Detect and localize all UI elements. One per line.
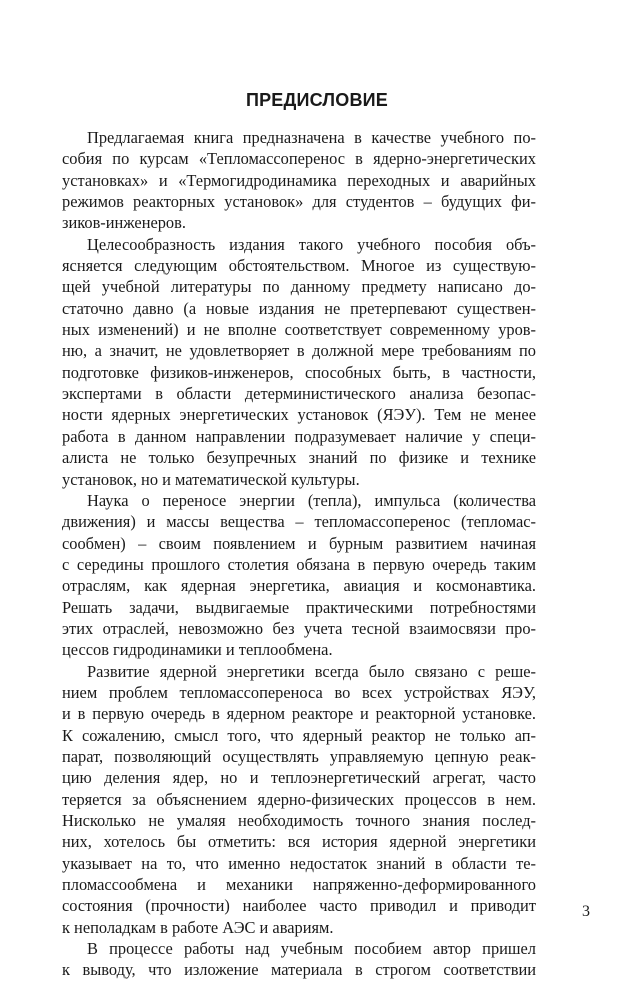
text-line: цию деления ядер, но и теплоэнергетический агрегат, часто — [62, 768, 536, 788]
text-line: статочно давно (а новые издания не претерпевают существен- — [62, 298, 536, 318]
text-line: и в первую очередь в ядерном реакторе и реакторной установке. — [62, 704, 536, 724]
text-line: нием проблем тепломассопереноса во всех устройствах ЯЭУ, — [62, 682, 536, 702]
text-line: Нисколько не умаляя необходимость точного знания послед- — [62, 811, 536, 830]
text-line: В процессе работы над учебным пособием автор пришел — [87, 939, 536, 959]
text-line: подготовке физиков-инженеров, способных быть, в частности, — [62, 362, 536, 382]
paragraph — [62, 938, 536, 981]
text-line: режимов реакторных установок» для студентов – будущих фи- — [62, 192, 536, 212]
text-line: парат, позволяющий осуществлять управляемую цепную реак- — [62, 746, 536, 766]
text-line: Развитие ядерной энергетики всегда было связано с реше- — [87, 661, 536, 681]
text-line: ности ядерных энергетических установок (ЯЭУ). Тем не менее — [62, 405, 536, 425]
text-line: ясняется следующим обстоятельством. Многое из существую- — [62, 256, 536, 276]
text-line: Целесообразность издания такого учебного пособия объ- — [87, 234, 536, 254]
text-line: сообмен) – своим появлением и бурным развитием начиная — [62, 533, 536, 553]
text-line: установках» и «Термогидродинамика переходных и аварийных — [62, 170, 536, 190]
text-line: с середины прошлого столетия обязана в первую очередь таким — [62, 554, 536, 574]
text-line: экспертами в области детерминистического анализа безопас- — [62, 384, 536, 404]
text-line: теряется за объяснением ядерно-физических процессов в нем. — [62, 789, 536, 809]
paragraph — [62, 234, 536, 490]
text-line: к выводу, что изложение материала в строгом соответствии — [62, 960, 536, 980]
text-line: Предлагаемая книга предназначена в качестве учебного по- — [87, 128, 536, 147]
text-line: цессов гидродинамики и теплообмена. — [62, 640, 333, 660]
text-line: пломассообмена и механики напряженно-деформированного — [62, 875, 536, 895]
text-line: зиков-инженеров. — [62, 213, 186, 233]
paragraph — [62, 661, 536, 938]
text-line: работа в данном направлении подразумевает наличие у специ- — [62, 426, 536, 446]
text-line: движения) и массы вещества – тепломассоперенос (тепломас- — [62, 512, 536, 532]
text-line: этих отраслей, невозможно без учета тесной взаимосвязи про- — [62, 618, 536, 638]
page-title: ПРЕДИСЛОВИЕ — [245, 90, 389, 110]
text-line: указывает на то, что именно недостаток знаний в области те- — [62, 853, 536, 873]
paragraph — [62, 490, 536, 661]
text-line: ных изменений) и не вполне соответствует современному уров- — [62, 320, 536, 340]
text-line: установок, но и математической культуры. — [62, 469, 360, 489]
text-line: них, хотелось бы отметить: вся история ядерной энергетики — [62, 832, 536, 852]
text-line: К сожалению, смысл того, что ядерный реактор не только ап- — [62, 725, 536, 745]
paragraph — [62, 127, 536, 234]
text-line: отраслям, как ядерная энергетика, авиация и космонавтика. — [62, 576, 536, 596]
text-line: ню, а значит, не удовлетворяет в должной мере требованиям по — [62, 341, 536, 361]
body-text — [62, 127, 536, 981]
page-number: 3 — [582, 903, 590, 920]
text-line: Решать задачи, выдвигаемые практическими потребностями — [62, 597, 536, 617]
text-line: к неполадкам в работе АЭС и авариям. — [62, 917, 334, 937]
text-line: состояния (прочности) наиболее часто приводил и приводит — [62, 896, 536, 916]
text-line: собия по курсам «Тепломассоперенос в ядерно-энергетических — [62, 149, 536, 169]
text-line: Наука о переносе энергии (тепла), импульса (количества — [87, 490, 536, 510]
text-line: алиста не только безупречных знаний по физике и технике — [62, 448, 536, 468]
text-line: щей учебной литературы по данному предмету написано до- — [62, 277, 536, 297]
